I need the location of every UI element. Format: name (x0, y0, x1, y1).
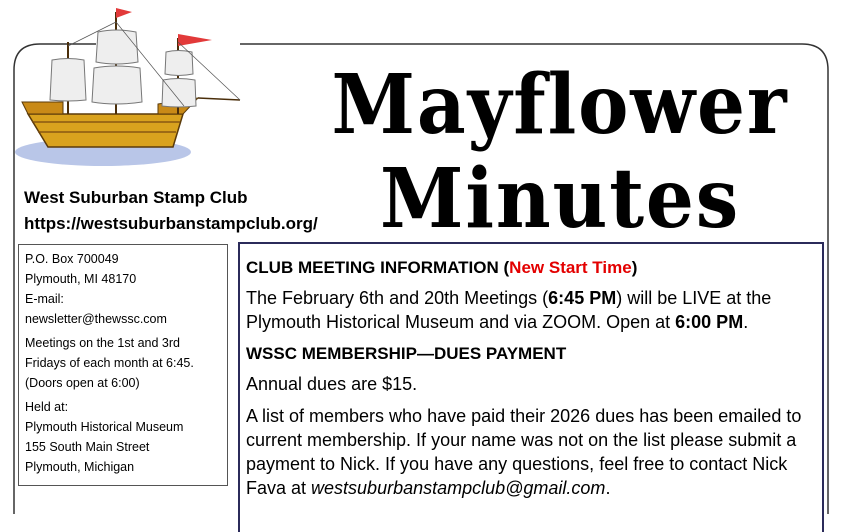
dues-heading: WSSC MEMBERSHIP—DUES PAYMENT (246, 344, 567, 363)
club-website-link[interactable]: https://westsuburbanstampclub.org/ (24, 214, 318, 233)
held-at-label: Held at: (25, 400, 69, 414)
address-line: P.O. Box 700049 (25, 252, 119, 266)
new-start-time-highlight: New Start Time (509, 258, 632, 277)
meeting-schedule-line: Fridays of each month at 6:45. (25, 356, 194, 370)
location-line: Plymouth Historical Museum (25, 420, 184, 434)
location-line: 155 South Main Street (25, 440, 150, 454)
contact-info-box (18, 244, 228, 486)
newsletter-masthead (300, 58, 820, 248)
meeting-schedule-line: (Doors open at 6:00) (25, 376, 140, 390)
email-label: E-mail: (25, 292, 64, 306)
mayflower-ship-illustration (8, 2, 248, 172)
main-article-box (238, 242, 824, 532)
masthead-line-1: Mayflower (331, 57, 789, 153)
email-address-link[interactable]: newsletter@thewssc.com (25, 312, 167, 326)
location-line: Plymouth, Michigan (25, 460, 135, 474)
masthead-line-2: Minutes (379, 151, 741, 247)
club-name: West Suburban Stamp Club (24, 188, 248, 207)
dues-email-link[interactable]: westsuburbanstampclub@gmail.com (311, 478, 606, 498)
address-line: Plymouth, MI 48170 (25, 272, 137, 286)
meeting-schedule-line: Meetings on the 1st and 3rd (25, 336, 180, 350)
dues-paragraph: A list of members who have paid their 2026 dues has been emailed to current membership. If your name was not on the list please submit a payment to Nick. If you have any questions, feel free to contact Nick Fava at westsuburbanstampclub@gmail.com. (246, 406, 802, 498)
meeting-info-paragraph: The February 6th and 20th Meetings (6:45 PM) will be LIVE at the Plymouth Historical Museum and via ZOOM. Open at 6:00 PM. (246, 288, 772, 332)
annual-dues-text: Annual dues are $15. (246, 374, 418, 394)
meeting-info-heading: CLUB MEETING INFORMATION (New Start Time) (246, 258, 638, 277)
